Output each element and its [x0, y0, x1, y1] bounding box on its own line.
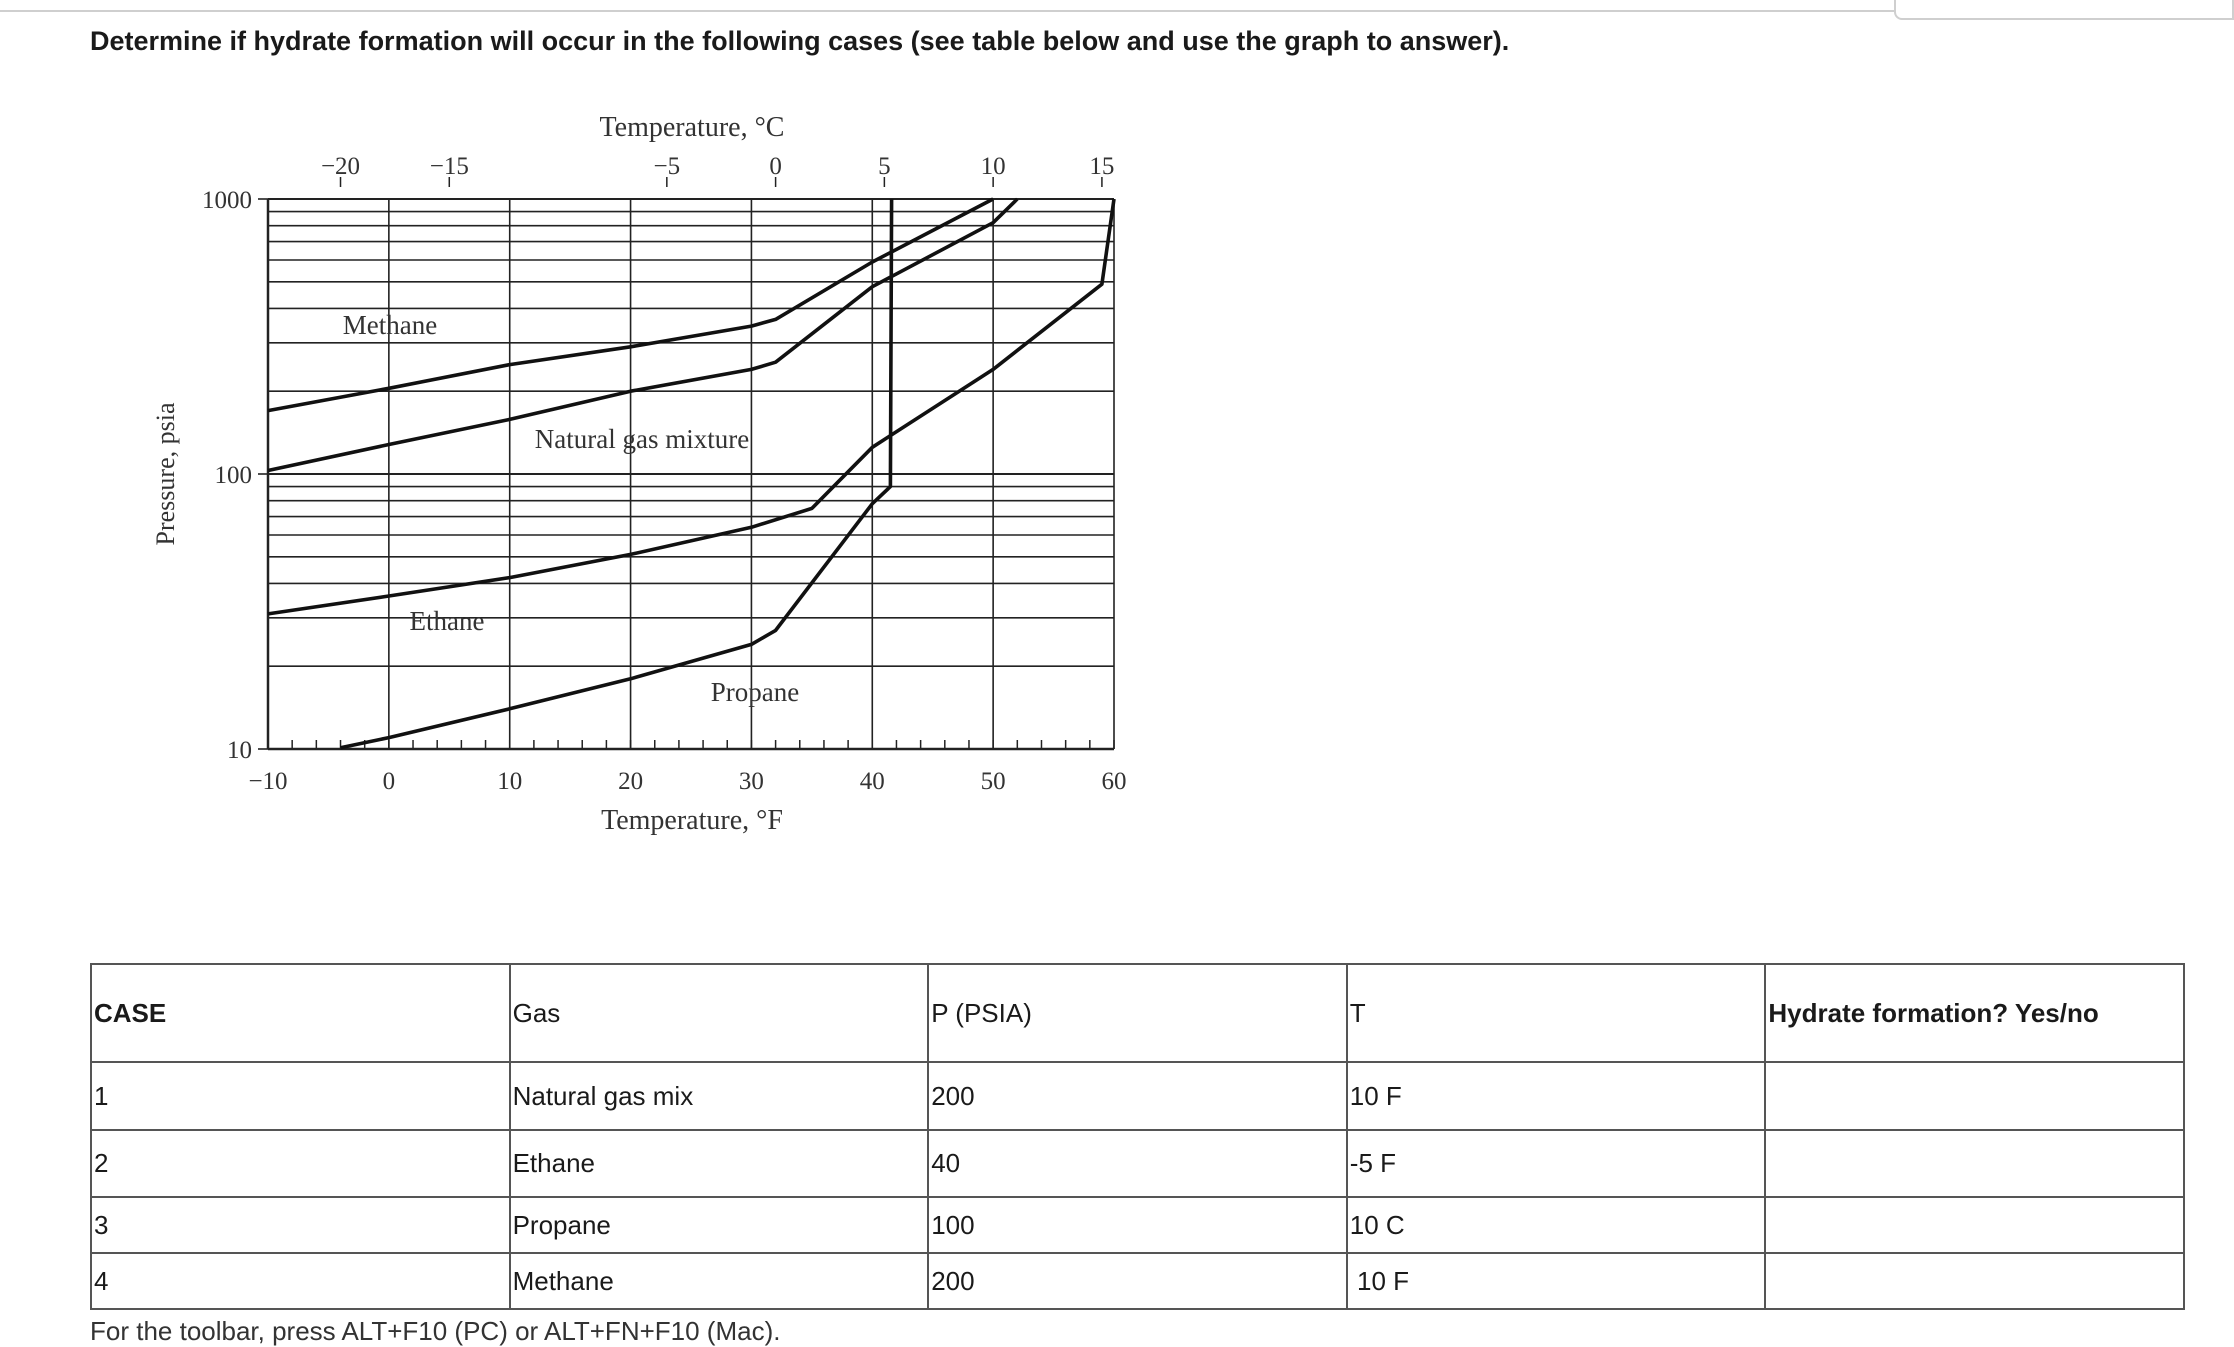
x-tick-label-f: 30	[738, 768, 764, 795]
label-propane: Propane	[710, 677, 800, 707]
table-row	[91, 1197, 2184, 1253]
series-line-ethane	[268, 199, 1114, 614]
question-prompt: Determine if hydrate formation will occur in the following cases (see table below and use the graph to answer).	[90, 26, 1510, 56]
top-axis-title: Temperature, °C	[599, 112, 785, 143]
cell-answer[interactable]	[1765, 1062, 2184, 1130]
header-case: CASE	[91, 964, 510, 1062]
cell-case: 3	[91, 1197, 510, 1253]
header-pressure: P (PSIA)	[928, 964, 1347, 1062]
header-temperature: T	[1347, 964, 1766, 1062]
cases-table	[90, 963, 2185, 1310]
cell-answer[interactable]	[1765, 1130, 2184, 1197]
x-tick-label-c: 15	[1089, 153, 1115, 180]
x-tick-label-c: −20	[320, 153, 361, 180]
cell-pressure: 40	[928, 1130, 1347, 1197]
y-tick-label: 10	[227, 737, 252, 764]
x-tick-label-c: −15	[429, 153, 469, 180]
label-ethane: Ethane	[409, 606, 485, 636]
x-tick-label-c: −5	[653, 153, 681, 180]
x-tick-label-f: 20	[618, 768, 644, 795]
cell-temperature: 10 F	[1347, 1062, 1766, 1130]
cell-answer[interactable]	[1765, 1253, 2184, 1309]
cell-temperature: 10 F	[1347, 1253, 1766, 1309]
label-methane: Methane	[342, 310, 438, 340]
cell-gas: Natural gas mix	[510, 1062, 929, 1130]
table-header-row	[91, 964, 2184, 1062]
cell-pressure: 200	[928, 1062, 1347, 1130]
x-tick-label-c: 5	[878, 153, 891, 180]
x-tick-label-f: 10	[497, 768, 523, 795]
cell-case: 1	[91, 1062, 510, 1130]
x-tick-label-f: 60	[1101, 768, 1127, 795]
x-tick-label-c: 10	[980, 153, 1006, 180]
table-row	[91, 1062, 2184, 1130]
cell-temperature: -5 F	[1347, 1130, 1766, 1197]
cell-case: 2	[91, 1130, 510, 1197]
x-tick-label-f: 50	[980, 768, 1006, 795]
table-row	[91, 1130, 2184, 1197]
label-natural-gas-mixture: Natural gas mixture	[534, 424, 750, 454]
x-tick-label-c: 0	[769, 153, 782, 180]
x-tick-label-f: −10	[248, 768, 288, 795]
bottom-axis-title: Temperature, °F	[601, 805, 783, 836]
cell-answer[interactable]	[1765, 1197, 2184, 1253]
header-gas: Gas	[510, 964, 929, 1062]
cell-temperature: 10 C	[1347, 1197, 1766, 1253]
cell-case: 4	[91, 1253, 510, 1309]
y-axis-title: Pressure, psia	[151, 402, 180, 546]
y-tick-label: 1000	[202, 187, 252, 214]
cell-pressure: 200	[928, 1253, 1347, 1309]
x-tick-label-f: 0	[382, 768, 396, 795]
cell-pressure: 100	[928, 1197, 1347, 1253]
chart-grid	[268, 199, 1114, 749]
cell-gas: Methane	[510, 1253, 929, 1309]
y-tick-label: 100	[214, 462, 252, 489]
cell-gas: Ethane	[510, 1130, 929, 1197]
x-tick-label-f: 40	[859, 768, 885, 795]
table-row	[91, 1253, 2184, 1309]
cell-gas: Propane	[510, 1197, 929, 1253]
header-hydrate-formation: Hydrate formation? Yes/no	[1765, 964, 2184, 1062]
toolbar-hint: For the toolbar, press ALT+F10 (PC) or ALT+FN+F10 (Mac).	[90, 1316, 781, 1346]
